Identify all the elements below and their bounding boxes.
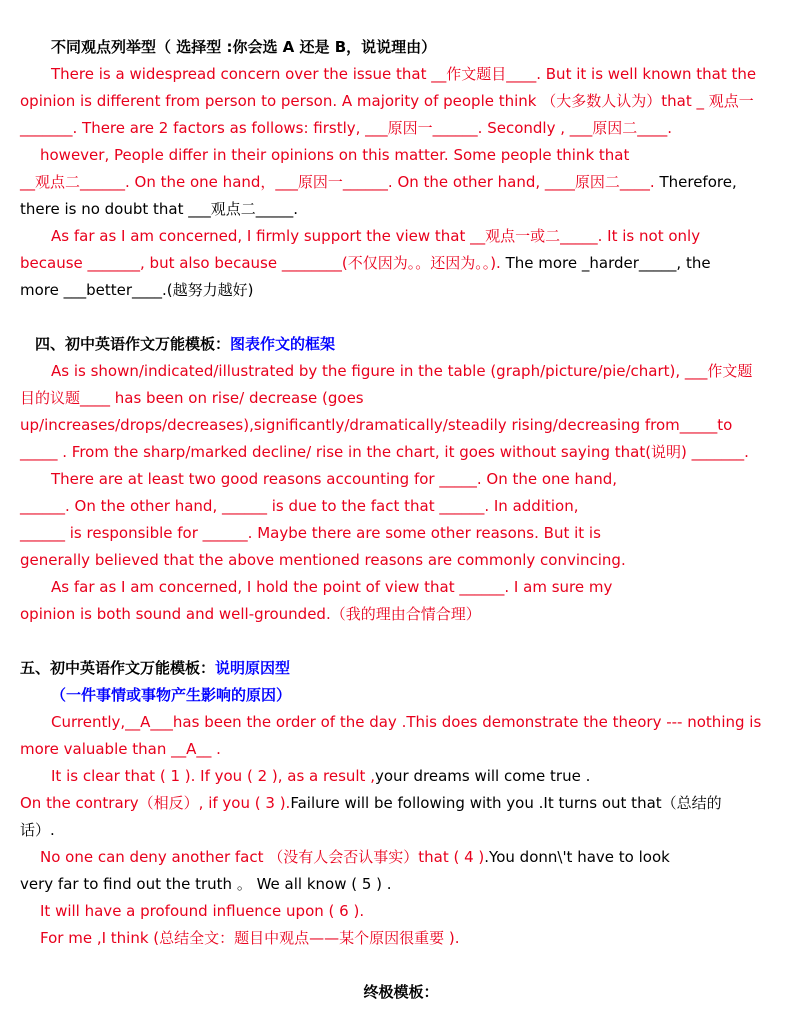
paragraph-line: opinion is both sound and well-grounded.（我的理由合情合理） (20, 605, 481, 623)
paragraph-line (20, 790, 782, 817)
paragraph-line (20, 520, 782, 547)
paragraph-line (20, 115, 782, 142)
text-span: __观点二______. On the one hand，___原因一______. On the other hand, ____原因二____. (20, 173, 655, 191)
heading-prefix: 四、初中英语作文万能模板： (35, 335, 231, 353)
text-span: The more _harder_____, the (500, 254, 711, 272)
paragraph-line: 话）. (20, 821, 55, 839)
paragraph-line: up/increases/drops/decreases),significantly/dramatically/steadily rising/decreasing from_____to (20, 416, 733, 434)
paragraph-line (20, 844, 782, 871)
spacer (20, 952, 782, 979)
document-page (20, 34, 782, 1006)
paragraph-line: 目的议题____ has been on rise/ decrease (goes (20, 389, 364, 407)
paragraph-line (20, 169, 782, 196)
paragraph-line: very far to find out the truth 。 We all know ( 5 ) . (20, 875, 392, 893)
text-span: .You donn\'t have to look (484, 848, 670, 866)
text-span: On the contrary（相反）, if you ( 3 ). (20, 794, 291, 812)
paragraph-line (20, 763, 782, 790)
text-span: ______ is responsible for ______. Maybe there are some other reasons. (20, 524, 539, 542)
heading-topic: 图表作文的框架 (230, 335, 336, 353)
footer-title: 终极模板： (363, 983, 439, 1001)
paragraph-line: For me ,I think (总结全文：题目中观点——某个原因很重要 ). (40, 929, 460, 947)
section-heading-opinions: 不同观点列举型（ 选择型 :你会选 A 还是 B，说说理由） (51, 38, 437, 56)
text-span: because _______, but also because ________(不仅因为。。还因为。。). (20, 254, 501, 272)
text-span: No one can deny another fact （没有人会否认事实）that ( 4 ) (40, 848, 485, 866)
text-span: Failure will be following with you .It turns out that（总结的 (290, 794, 722, 812)
paragraph-line: more valuable than __A__ . (20, 740, 221, 758)
paragraph-line: generally believed that the above mentioned reasons are commonly convincing. (20, 551, 626, 569)
paragraph-line (20, 250, 782, 277)
paragraph-line: more ___better____.(越努力越好) (20, 281, 254, 299)
paragraph-line: opinion is different from person to person. A majority of people think （大多数人认为）that _ 观点一 (20, 92, 754, 110)
spacer (20, 304, 782, 331)
paragraph-line: There are at least two good reasons accounting for _____. On the one hand, (51, 470, 618, 488)
section-subheading: （一件事情或事物产生影响的原因） (51, 686, 292, 704)
spacer (20, 628, 782, 655)
paragraph-line: There is a widespread concern over the issue that __作文题目____. But it is well known that the (51, 65, 757, 83)
section-heading-chart (20, 331, 782, 358)
text-span: your dreams will come true . (374, 767, 591, 785)
text-span: Therefore, (654, 173, 737, 191)
text-span: But it is (538, 524, 601, 542)
paragraph-line: As far as I am concerned, I firmly support the view that __观点一或二_____. It is not only (51, 227, 701, 245)
section-heading-reasons (20, 655, 782, 682)
paragraph-line: It will have a profound influence upon ( 6 ). (40, 902, 365, 920)
heading-prefix: 五、初中英语作文万能模板： (20, 659, 216, 677)
paragraph-line: _____ . From the sharp/marked decline/ rise in the chart, it goes without saying that(说明) _______. (20, 443, 749, 461)
paragraph-line: Currently,__A___has been the order of the day .This does demonstrate the theory --- nothing is (51, 713, 762, 731)
heading-topic: 说明原因型 (215, 659, 291, 677)
paragraph-line: there is no doubt that ___观点二_____. (20, 200, 299, 218)
paragraph-line: ______. On the other hand, ______ is due to the fact that ______. In addition, (20, 497, 579, 515)
text-span: It is clear that ( 1 ). If you ( 2 ), as a result , (51, 767, 375, 785)
paragraph-line: As is shown/indicated/illustrated by the figure in the table (graph/picture/pie/chart), ___作文题 (51, 362, 753, 380)
text-span: _______. There are 2 factors as follows: firstly, ___原因一______. Secondly , ___原因二____. (20, 119, 673, 137)
paragraph-line: As far as I am concerned, I hold the point of view that ______. I am sure my (51, 578, 613, 596)
paragraph-line: however, People differ in their opinions on this matter. Some people think that (40, 146, 630, 164)
